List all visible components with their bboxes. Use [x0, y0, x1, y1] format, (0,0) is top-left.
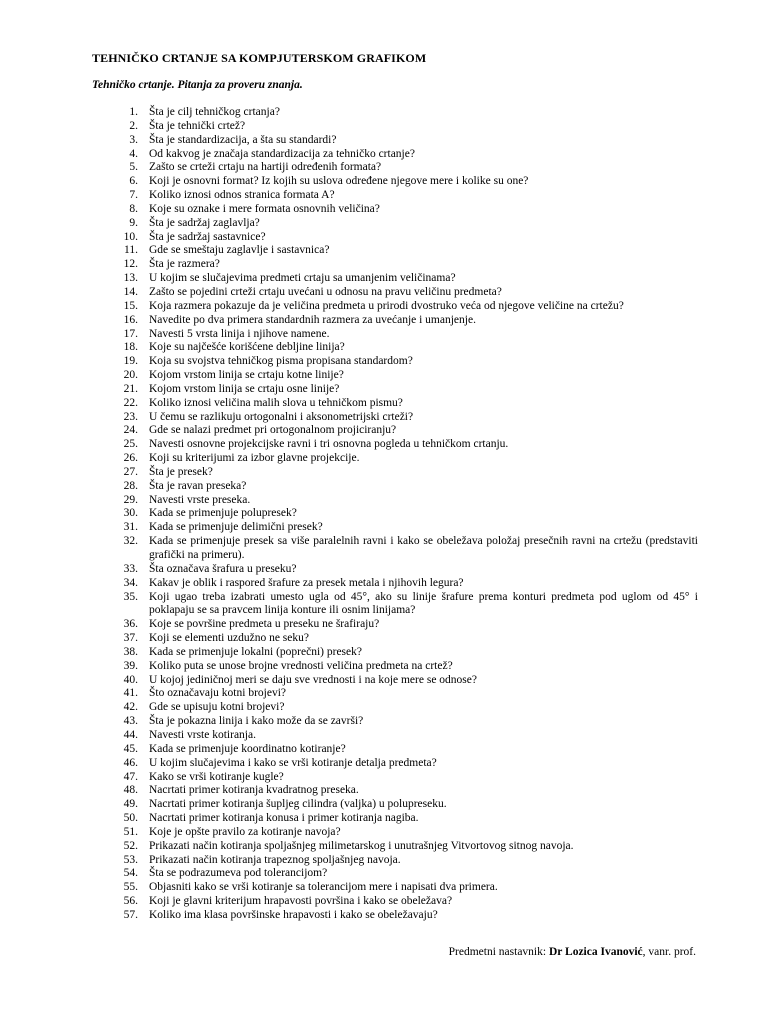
question-number: 43.	[123, 715, 138, 728]
question-item	[108, 300, 698, 314]
question-number: 40.	[123, 673, 138, 686]
question-text: Kakav je oblik i raspored šrafure za presek metala i njihovih legura?	[149, 576, 464, 589]
question-item	[108, 812, 698, 826]
signature-line	[449, 946, 696, 958]
question-item	[108, 867, 698, 881]
question-number: 46.	[123, 756, 138, 769]
question-number: 24.	[123, 424, 138, 437]
question-number: 49.	[123, 798, 138, 811]
question-text: Koliko iznosi odnos stranica formata A?	[149, 189, 335, 202]
question-number: 9.	[129, 216, 138, 229]
question-number: 31.	[123, 521, 138, 534]
question-text: Koja su svojstva tehničkog pisma propisana standardom?	[149, 355, 413, 368]
question-number: 16.	[123, 313, 138, 326]
question-number: 15.	[123, 299, 138, 312]
question-text: Gde se upisuju kotni brojevi?	[149, 701, 285, 714]
question-number: 34.	[123, 576, 138, 589]
question-item	[108, 507, 698, 521]
question-item	[108, 383, 698, 397]
question-text: Navesti vrste kotiranja.	[149, 728, 256, 741]
question-item	[108, 466, 698, 480]
question-number: 54.	[123, 867, 138, 880]
question-number: 50.	[123, 812, 138, 825]
question-text: Kojom vrstom linija se crtaju kotne linije?	[149, 369, 344, 382]
question-text: Šta je presek?	[149, 465, 213, 478]
question-item	[108, 355, 698, 369]
question-text: Koliko puta se unose brojne vrednosti veličina predmeta na crtež?	[149, 659, 453, 672]
question-item	[108, 881, 698, 895]
question-text: Kada se primenjuje lokalni (poprečni) presek?	[149, 645, 362, 658]
question-text: Kada se primenjuje delimični presek?	[149, 521, 323, 534]
question-number: 53.	[123, 853, 138, 866]
question-number: 3.	[129, 133, 138, 146]
question-number: 14.	[123, 285, 138, 298]
question-item	[108, 231, 698, 245]
question-number: 25.	[123, 438, 138, 451]
question-number: 57.	[123, 908, 138, 921]
question-item	[108, 217, 698, 231]
question-item	[108, 909, 698, 923]
document-subtitle: Tehničko crtanje. Pitanja za proveru znanja.	[92, 79, 303, 91]
question-number: 44.	[123, 728, 138, 741]
question-item	[108, 314, 698, 328]
question-number: 5.	[129, 161, 138, 174]
question-text: Navesti vrste preseka.	[149, 493, 251, 506]
question-item	[108, 729, 698, 743]
question-number: 38.	[123, 645, 138, 658]
question-item	[108, 784, 698, 798]
question-item	[108, 521, 698, 535]
question-item	[108, 701, 698, 715]
question-item	[108, 895, 698, 909]
question-text: Šta označava šrafura u preseku?	[149, 562, 297, 575]
question-number: 52.	[123, 839, 138, 852]
question-number: 10.	[123, 230, 138, 243]
question-item	[108, 148, 698, 162]
question-text: Koliko ima klasa površinske hrapavosti i kako se obeležavaju?	[149, 908, 438, 921]
question-text: Koje su najčešće korišćene debljine linija?	[149, 341, 345, 354]
question-number: 7.	[129, 189, 138, 202]
question-text: Nacrtati primer kotiranja kvadratnog preseka.	[149, 784, 359, 797]
question-item	[108, 286, 698, 300]
question-text: Navedite po dva primera standardnih razmera za uvećanje i umanjenje.	[149, 313, 476, 326]
question-text: U kojoj jediničnoj meri se daju sve vrednosti i na koje mere se odnose?	[149, 673, 477, 686]
question-text: Koji se elementi uzdužno ne seku?	[149, 632, 309, 645]
question-text: U kojim slučajevima i kako se vrši kotiranje detalja predmeta?	[149, 756, 437, 769]
question-text: U kojim se slučajevima predmeti crtaju sa umanjenim veličinama?	[149, 272, 456, 285]
question-text: Koji su kriterijumi za izbor glavne projekcije.	[149, 452, 360, 465]
question-item	[108, 743, 698, 757]
question-text: Prikazati način kotiranja trapeznog spoljašnjeg navoja.	[149, 853, 401, 866]
signature-name: Dr Lozica Ivanović	[548, 946, 643, 958]
question-number: 18.	[123, 341, 138, 354]
question-number: 30.	[123, 507, 138, 520]
question-text: Šta je standardizacija, a šta su standardi?	[149, 133, 337, 146]
question-number: 28.	[123, 479, 138, 492]
question-text: Koliko iznosi veličina malih slova u tehničkom pismu?	[149, 396, 403, 409]
question-item	[108, 272, 698, 286]
question-text: Šta je tehnički crtež?	[149, 119, 246, 132]
question-item	[108, 660, 698, 674]
question-number: 51.	[123, 825, 138, 838]
question-number: 1.	[129, 106, 138, 118]
question-item	[108, 715, 698, 729]
question-text: Zašto se pojedini crteži crtaju uvećani u odnosu na pravu veličinu predmeta?	[149, 285, 502, 298]
question-item	[108, 618, 698, 632]
question-text: Navesti osnovne projekcijske ravni i tri osnovna pogleda u tehničkom crtanju.	[149, 438, 509, 451]
question-item	[108, 480, 698, 494]
question-item	[108, 840, 698, 854]
question-text: Koje se površine predmeta u preseku ne šrafiraju?	[149, 618, 380, 631]
question-item	[108, 798, 698, 812]
question-text: Koje su oznake i mere formata osnovnih veličina?	[149, 202, 380, 215]
question-item	[108, 106, 698, 120]
question-text: Prikazati način kotiranja spoljašnjeg milimetarskog i unutrašnjeg Vitvortovog sitnog navoja.	[149, 839, 574, 852]
question-number: 2.	[129, 119, 138, 132]
question-text: Koje je opšte pravilo za kotiranje navoja?	[149, 825, 341, 838]
question-text: Šta je razmera?	[149, 258, 220, 271]
question-text: Kada se primenjuje polupresek?	[149, 507, 297, 520]
question-number: 19.	[123, 355, 138, 368]
question-item	[108, 771, 698, 785]
question-text: U čemu se razlikuju ortogonalni i aksonometrijski crteži?	[149, 410, 414, 423]
signature-prefix: Predmetni nastavnik:	[448, 946, 549, 958]
question-number: 6.	[129, 175, 138, 188]
document-title: TEHNIČKO CRTANJE SA KOMPJUTERSKOM GRAFIKOM	[92, 51, 427, 65]
question-text: Objasniti kako se vrši kotiranje sa tolerancijom mere i napisati dva primera.	[149, 881, 498, 894]
question-number: 11.	[124, 244, 138, 257]
question-number: 32.	[123, 535, 138, 548]
question-item	[108, 134, 698, 148]
question-number: 27.	[123, 465, 138, 478]
question-item	[108, 424, 698, 438]
question-text: Šta je cilj tehničkog crtanja?	[149, 106, 280, 118]
question-text: Zašto se crteži crtaju na hartiji određenih formata?	[149, 161, 382, 174]
question-number: 45.	[123, 742, 138, 755]
question-text: Koja razmera pokazuje da je veličina predmeta u prirodi dvostruko veća od njegove veličine na crtežu?	[149, 299, 624, 312]
question-number: 21.	[123, 382, 138, 395]
question-item	[108, 244, 698, 258]
question-item	[108, 203, 698, 217]
question-item	[108, 854, 698, 868]
question-number: 12.	[123, 258, 138, 271]
question-text: Koji je osnovni format? Iz kojih su uslova određene njegove mere i kolike su one?	[149, 175, 529, 188]
question-number: 4.	[129, 147, 138, 160]
question-item	[108, 646, 698, 660]
question-item	[108, 757, 698, 771]
question-item	[108, 826, 698, 840]
question-item	[108, 563, 698, 577]
question-text: Od kakvog je značaja standardizacija za tehničko crtanje?	[149, 147, 415, 160]
signature-suffix: , vanr. prof.	[642, 946, 696, 958]
question-text: Kojom vrstom linija se crtaju osne linije?	[149, 382, 340, 395]
question-item	[108, 591, 698, 619]
question-number: 8.	[129, 202, 138, 215]
question-item	[108, 438, 698, 452]
question-item	[108, 120, 698, 134]
question-number: 47.	[123, 770, 138, 783]
question-text: Šta je pokazna linija i kako može da se završi?	[149, 715, 364, 728]
question-text: Kada se primenjuje koordinatno kotiranje?	[149, 742, 346, 755]
question-item	[108, 494, 698, 508]
question-text: Šta se podrazumeva pod tolerancijom?	[149, 867, 328, 880]
question-item	[108, 328, 698, 342]
question-text: Kako se vrši kotiranje kugle?	[149, 770, 284, 783]
question-number: 55.	[123, 881, 138, 894]
question-number: 39.	[123, 659, 138, 672]
question-number: 41.	[123, 687, 138, 700]
question-list	[108, 106, 698, 923]
question-text: Kada se primenjuje presek sa više paralelnih ravni i kako se obeležava položaj presečnih ravni na crtežu (predstaviti grafički na primeru).	[149, 535, 698, 561]
question-number: 36.	[123, 618, 138, 631]
question-item	[108, 175, 698, 189]
question-text: Šta je ravan preseka?	[149, 479, 247, 492]
question-item	[108, 535, 698, 563]
question-item	[108, 411, 698, 425]
question-text: Šta je sadržaj zaglavlja?	[149, 216, 260, 229]
question-item	[108, 397, 698, 411]
question-item	[108, 452, 698, 466]
question-item	[108, 369, 698, 383]
question-text: Koji ugao treba izabrati umesto ugla od 45°, ako su linije šrafure prema konturi predmeta pod uglom od 45° i poklapaju se sa pravcem linija konture ili osnim linijama?	[149, 590, 698, 617]
question-item	[108, 577, 698, 591]
question-text: Gde se nalazi predmet pri ortogonalnom projiciranju?	[149, 424, 397, 437]
question-number: 42.	[123, 701, 138, 714]
question-text: Koji je glavni kriterijum hrapavosti površina i kako se obeležava?	[149, 895, 453, 908]
question-item	[108, 189, 698, 203]
question-number: 20.	[123, 369, 138, 382]
question-text: Šta je sadržaj sastavnice?	[149, 230, 266, 243]
question-text: Navesti 5 vrsta linija i njihove namene.	[149, 327, 330, 340]
question-item	[108, 161, 698, 175]
question-number: 23.	[123, 410, 138, 423]
question-number: 56.	[123, 895, 138, 908]
question-number: 48.	[123, 784, 138, 797]
question-number: 35.	[123, 590, 138, 603]
question-number: 37.	[123, 632, 138, 645]
question-item	[108, 341, 698, 355]
question-item	[108, 687, 698, 701]
question-number: 26.	[123, 452, 138, 465]
question-text: Nacrtati primer kotiranja konusa i primer kotiranja nagiba.	[149, 812, 419, 825]
question-text: Nacrtati primer kotiranja šupljeg cilindra (valjka) u polupreseku.	[149, 798, 447, 811]
question-number: 29.	[123, 493, 138, 506]
question-number: 33.	[123, 562, 138, 575]
question-number: 22.	[123, 396, 138, 409]
question-text: Gde se smeštaju zaglavlje i sastavnica?	[149, 244, 330, 257]
question-item	[108, 632, 698, 646]
question-item	[108, 258, 698, 272]
question-text: Što označavaju kotni brojevi?	[149, 687, 287, 700]
question-item	[108, 674, 698, 688]
question-number: 13.	[123, 272, 138, 285]
question-number: 17.	[123, 327, 138, 340]
